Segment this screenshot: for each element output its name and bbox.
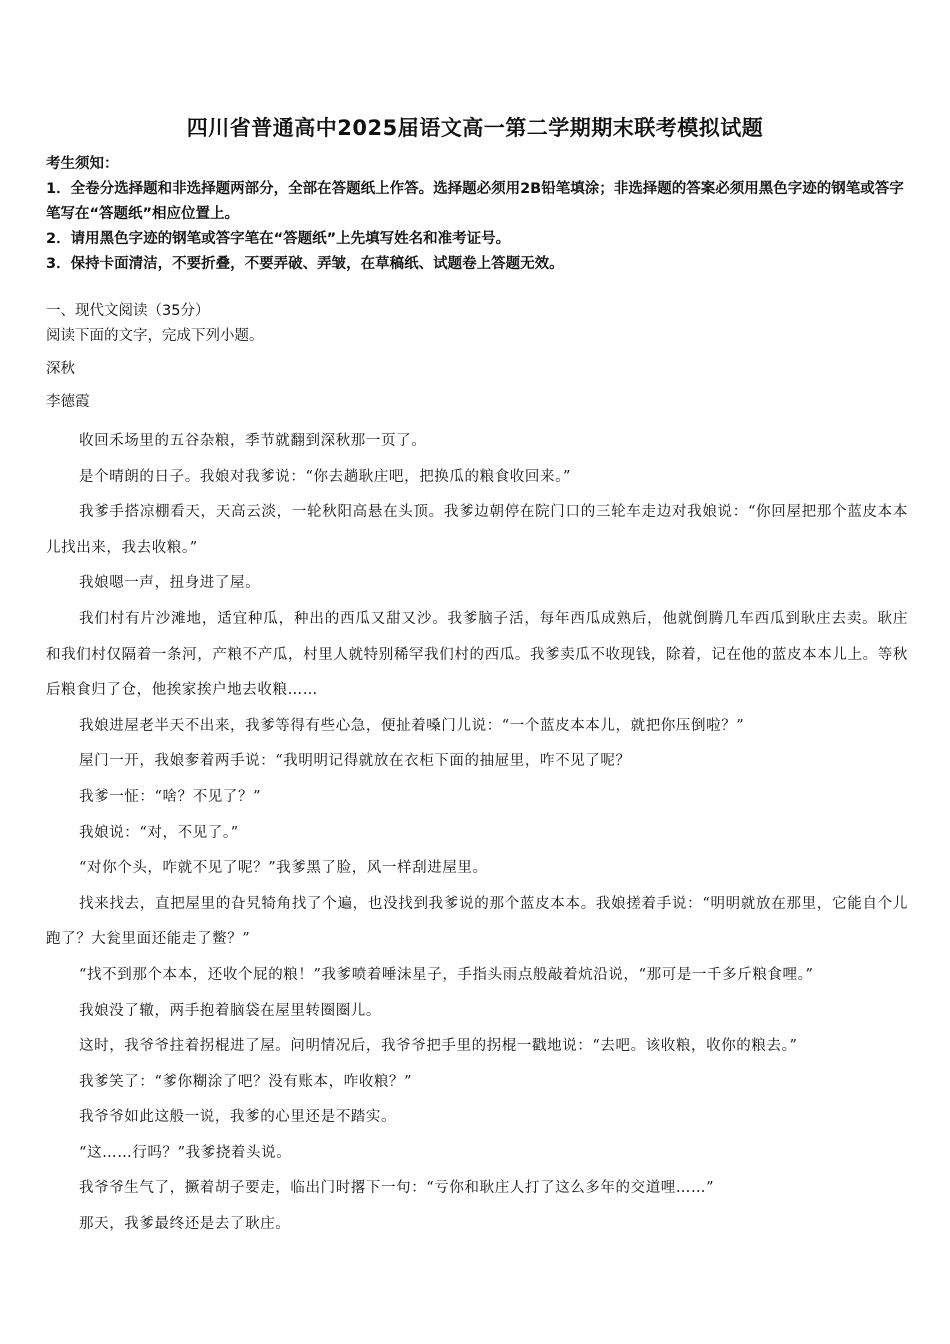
notice-heading: 考生须知： <box>46 156 119 172</box>
paragraph: 屋门一开，我娘奓着两手说：“我明明记得就放在衣柜下面的抽屉里，咋不见了呢？ <box>79 753 631 770</box>
paragraph: 我爹手搭凉棚看天，天高云淡，一轮秋阳高悬在头顶。我爹边朝停在院门口的三轮车走边对我娘说：“你回屋把那个蓝皮本本儿找出来，我去收粮。” <box>46 504 908 556</box>
reading-instruction: 阅读下面的文字，完成下列小题。 <box>46 328 264 344</box>
paragraph: 找来找去，直把屋里的旮旯犄角找了个遍，也没找到我爹说的那个蓝皮本本。我娘搓着手说：“明明就放在那里，它能自个儿跑了？大瓮里面还能走了鳖？” <box>46 895 908 948</box>
article-author: 李德霞 <box>46 394 90 410</box>
article-body <box>46 424 908 1243</box>
notice-item: 1．全卷分选择题和非选择题两部分，全部在答题纸上作答。选择题必须用2B铅笔填涂；非选择题的答案必须用黑色字迹的钢笔或答字笔写在“答题纸”相应位置上。 <box>46 181 904 222</box>
paragraph: 我爹一怔：“啥？不见了？” <box>79 788 262 805</box>
paragraph: 我娘嗯一声，扭身进了屋。 <box>79 575 261 592</box>
paragraph: 我娘说：“对，不见了。” <box>79 824 239 841</box>
paragraph: 我娘没了辙，两手抱着脑袋在屋里转圈圈儿。 <box>79 1002 381 1019</box>
paragraph: 这时，我爷爷拄着拐棍进了屋。问明情况后，我爷爷把手里的拐棍一戳地说：“去吧。该收粮，收你的粮去。” <box>79 1038 798 1055</box>
page-title: 四川省普通高中2025届语文高一第二学期期末联考模拟试题 <box>186 116 764 140</box>
exam-notice <box>46 152 906 277</box>
paragraph: 收回禾场里的五谷杂粮，季节就翻到深秋那一页了。 <box>79 433 427 449</box>
notice-item: 3．保持卡面清洁，不要折叠，不要弄破、弄皱，在草稿纸、试题卷上答题无效。 <box>46 256 564 272</box>
paragraph: 我爹笑了：“爹你糊涂了吧？没有账本，咋收粮？” <box>79 1073 413 1090</box>
notice-item: 2．请用黑色字迹的钢笔或答字笔在“答题纸”上先填写姓名和准考证号。 <box>46 231 511 247</box>
paragraph: 我爷爷生气了，撅着胡子要走，临出门时撂下一句：“亏你和耿庄人打了这么多年的交道哩……” <box>79 1180 715 1197</box>
article-title: 深秋 <box>46 361 75 377</box>
paragraph: “对你个头，咋就不见了呢？”我爹黑了脸，风一样刮进屋里。 <box>79 860 488 877</box>
paragraph: 是个晴朗的日子。我娘对我爹说：“你去趟耿庄吧，把换瓜的粮食收回来。” <box>79 468 571 485</box>
paragraph: 我娘进屋老半天不出来，我爹等得有些心急，便扯着嗓门儿说：“一个蓝皮本本儿，就把你压倒啦？” <box>79 717 745 734</box>
paragraph: 我们村有片沙滩地，适宜种瓜，种出的西瓜又甜又沙。我爹脑子活，每年西瓜成熟后，他就倒腾几车西瓜到耿庄去卖。耿庄和我们村仅隔着一条河，产粮不产瓜，村里人就特别稀罕我们村的西瓜。我爹卖瓜不收现钱，除着，记在他的蓝皮本本儿上。等秋后粮食归了仓，他挨家挨户地去收粮…… <box>46 610 908 699</box>
section-heading: 一、现代文阅读（35分） <box>46 303 210 319</box>
paragraph: “找不到那个本本，还收个屁的粮！”我爹喷着唾沫星子，手指头雨点般敲着炕沿说，“那可是一千多斤粮食哩。” <box>79 966 814 983</box>
paragraph: “这……行吗？”我爹挠着头说。 <box>79 1144 292 1161</box>
paragraph: 我爷爷如此这般一说，我爹的心里还是不踏实。 <box>79 1109 397 1126</box>
paragraph: 那天，我爹最终还是去了耿庄。 <box>79 1216 291 1233</box>
